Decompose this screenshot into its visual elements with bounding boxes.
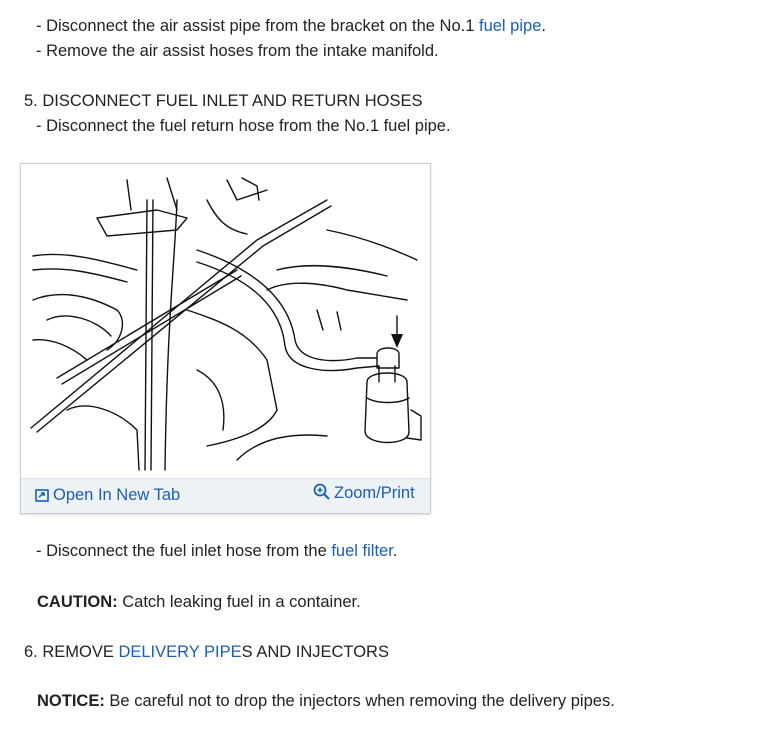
open-new-tab-icon (35, 488, 49, 502)
fuel-system-drawing (27, 170, 425, 474)
fuel-hose-figure (20, 163, 431, 514)
notice-note: NOTICE: Be careful not to drop the injectors when removing the delivery pipes. (37, 692, 615, 710)
step-item-fuel-inlet-hose: - Disconnect the fuel inlet hose from the fuel filter. (36, 542, 398, 560)
open-in-new-tab-button[interactable]: Open In New Tab (35, 486, 180, 505)
step-item-air-assist-hoses: - Remove the air assist hoses from the intake manifold. (36, 42, 439, 60)
figure-toolbar (21, 478, 430, 513)
step-heading-5: 5. DISCONNECT FUEL INLET AND RETURN HOSES (24, 92, 423, 110)
notice-label: NOTICE: (37, 692, 105, 710)
caution-label: CAUTION: (37, 593, 118, 611)
caution-note: CAUTION: Catch leaking fuel in a container. (37, 593, 361, 611)
delivery-pipe-link[interactable]: DELIVERY PIPE (118, 643, 242, 661)
fuel-pipe-link[interactable]: fuel pipe (478, 17, 542, 35)
fuel-filter-link[interactable]: fuel filter (331, 542, 393, 560)
step-heading-6: 6. REMOVE DELIVERY PIPES AND INJECTORS (24, 643, 389, 661)
step-item-air-assist-pipe: - Disconnect the air assist pipe from the bracket on the No.1 fuel pipe. (36, 17, 546, 35)
zoom-print-button[interactable]: Zoom/Print (313, 483, 415, 503)
magnifier-icon (313, 483, 330, 500)
step-item-fuel-return-hose: - Disconnect the fuel return hose from the No.1 fuel pipe. (36, 117, 451, 135)
